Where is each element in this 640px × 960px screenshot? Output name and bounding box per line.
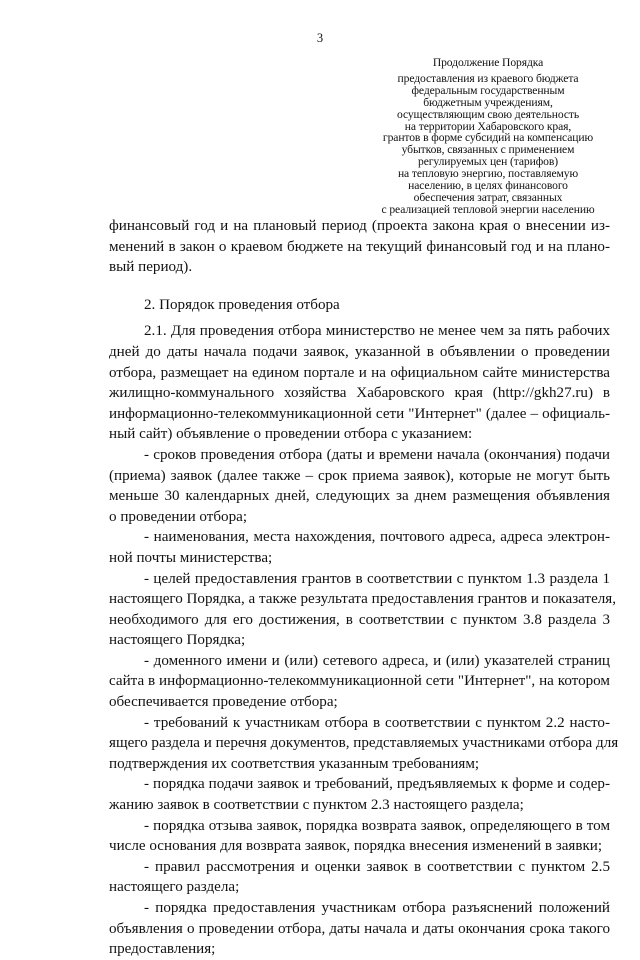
paragraph-2-1	[109, 321, 610, 445]
header-line: убытков, связанных с применением	[401, 143, 575, 157]
text-line: - целей предоставления грантов в соответствии с пунктом 1.3 раздела 1	[144, 570, 610, 587]
text-line: - порядка подачи заявок и требований, предъявляемых к форме и содер-	[144, 776, 610, 793]
text-line: - правил рассмотрения и оценки заявок в соответствии с пунктом 2.5	[144, 858, 610, 875]
text-line: о проведении отбора;	[109, 508, 248, 525]
text-line: ящего раздела и перечня документов, представляемых участниками отбора для	[109, 735, 619, 752]
list-item	[109, 774, 610, 815]
list-item	[109, 651, 610, 713]
text-line: объявления о проведении отбора, даты начала и даты окончания срока такого	[109, 920, 610, 937]
text-line: - сроков проведения отбора (даты и времени начала (окончания) подачи	[144, 446, 610, 463]
text-line: - порядка предоставления участникам отбора разъяснений положений	[144, 900, 610, 916]
header-line: регулируемых цен (тарифов)	[418, 155, 558, 169]
text-line: ной почты министерства;	[109, 549, 273, 566]
header-line: осуществляющим свою деятельность	[396, 107, 580, 121]
text-line: жилищно-коммунального хозяйства Хабаровского края (http://gkh27.ru) в	[109, 385, 610, 402]
text-line: - требований к участникам отбора в соответствии с пунктом 2.2 насто-	[144, 714, 610, 731]
list-item	[109, 857, 610, 898]
document-header	[360, 57, 616, 216]
list-item	[109, 816, 610, 857]
list-item	[109, 898, 610, 960]
text-line: подтверждения их соответствия указанным требованиям;	[109, 755, 480, 772]
text-line: ный сайт) объявление о проведении отбора с указанием:	[109, 426, 473, 443]
text-line: отбора, размещает на едином портале и на официальном сайте министерства	[109, 364, 610, 381]
document-body	[109, 216, 619, 960]
header-line: на территории Хабаровского края,	[404, 119, 572, 133]
text-line: обеспечивается проведение отбора;	[109, 694, 338, 711]
list-item	[109, 569, 617, 651]
text-line: - доменного имени и (или) сетевого адреса, и (или) указателей страниц	[144, 652, 610, 669]
header-line: с реализацией тепловой энергии населению	[381, 202, 595, 216]
header-line: обеспечения затрат, связанных	[413, 190, 563, 204]
text-line: меньше 30 календарных дней, следующих за днем размещения объявления	[109, 488, 610, 505]
header-line: грантов в форме субсидий на компенсацию	[382, 131, 594, 145]
list-item	[109, 527, 610, 568]
list-item	[109, 445, 610, 527]
text-line: - порядка отзыва заявок, порядка возврата заявок, определяющего в том	[144, 817, 610, 834]
header-title: Продолжение Порядка	[432, 56, 544, 69]
text-line: - наименования, места нахождения, почтового адреса, адреса электрон-	[144, 529, 610, 546]
header-line: федеральным государственным	[411, 83, 565, 97]
text-line: числе основания для возврата заявок, порядка внесения изменений в заявки;	[109, 838, 603, 855]
continuation-paragraph	[109, 216, 610, 278]
text-line: финансовый год и на плановый период (проекта закона края о внесении из-	[109, 218, 610, 234]
text-line: информационно-телекоммуникационной сети "Интернет" (далее – официаль-	[109, 405, 610, 422]
header-line: населению, в целях финансового	[408, 179, 568, 193]
header-line: бюджетным учреждениям,	[423, 95, 553, 109]
text-line: предоставления;	[109, 941, 216, 958]
header-line: предоставления из краевого бюджета	[397, 71, 579, 85]
text-line: необходимого для его достижения, в соответствии с пунктом 3.8 раздела 3	[109, 611, 610, 628]
list-item	[109, 713, 619, 775]
text-line: сайта в информационно-телекоммуникационной сети "Интернет", на котором	[109, 673, 610, 690]
page-number: 3	[316, 31, 324, 45]
text-line: менений в закон о краевом бюджете на текущий финансовый год и на плано-	[109, 238, 610, 255]
text-line: (приема) заявок (далее также – срок приема заявок), которые не могут быть	[109, 467, 610, 484]
text-line: дней до даты начала подачи заявок, указанной в объявлении о проведении	[109, 343, 610, 360]
header-line: на тепловую энергию, поставляемую	[397, 167, 579, 181]
text-line: 2.1. Для проведения отбора министерство не менее чем за пять рабочих	[144, 323, 610, 340]
text-line: настоящего Порядка;	[109, 632, 246, 649]
text-line: настоящего раздела;	[109, 879, 240, 896]
text-line: настоящего Порядка, а также результата предоставления грантов и показателя,	[109, 591, 617, 608]
section-heading: 2. Порядок проведения отбора	[144, 296, 340, 313]
text-line: вый период).	[109, 259, 193, 276]
text-line: жанию заявок в соответствии с пунктом 2.3 настоящего раздела;	[109, 797, 524, 814]
